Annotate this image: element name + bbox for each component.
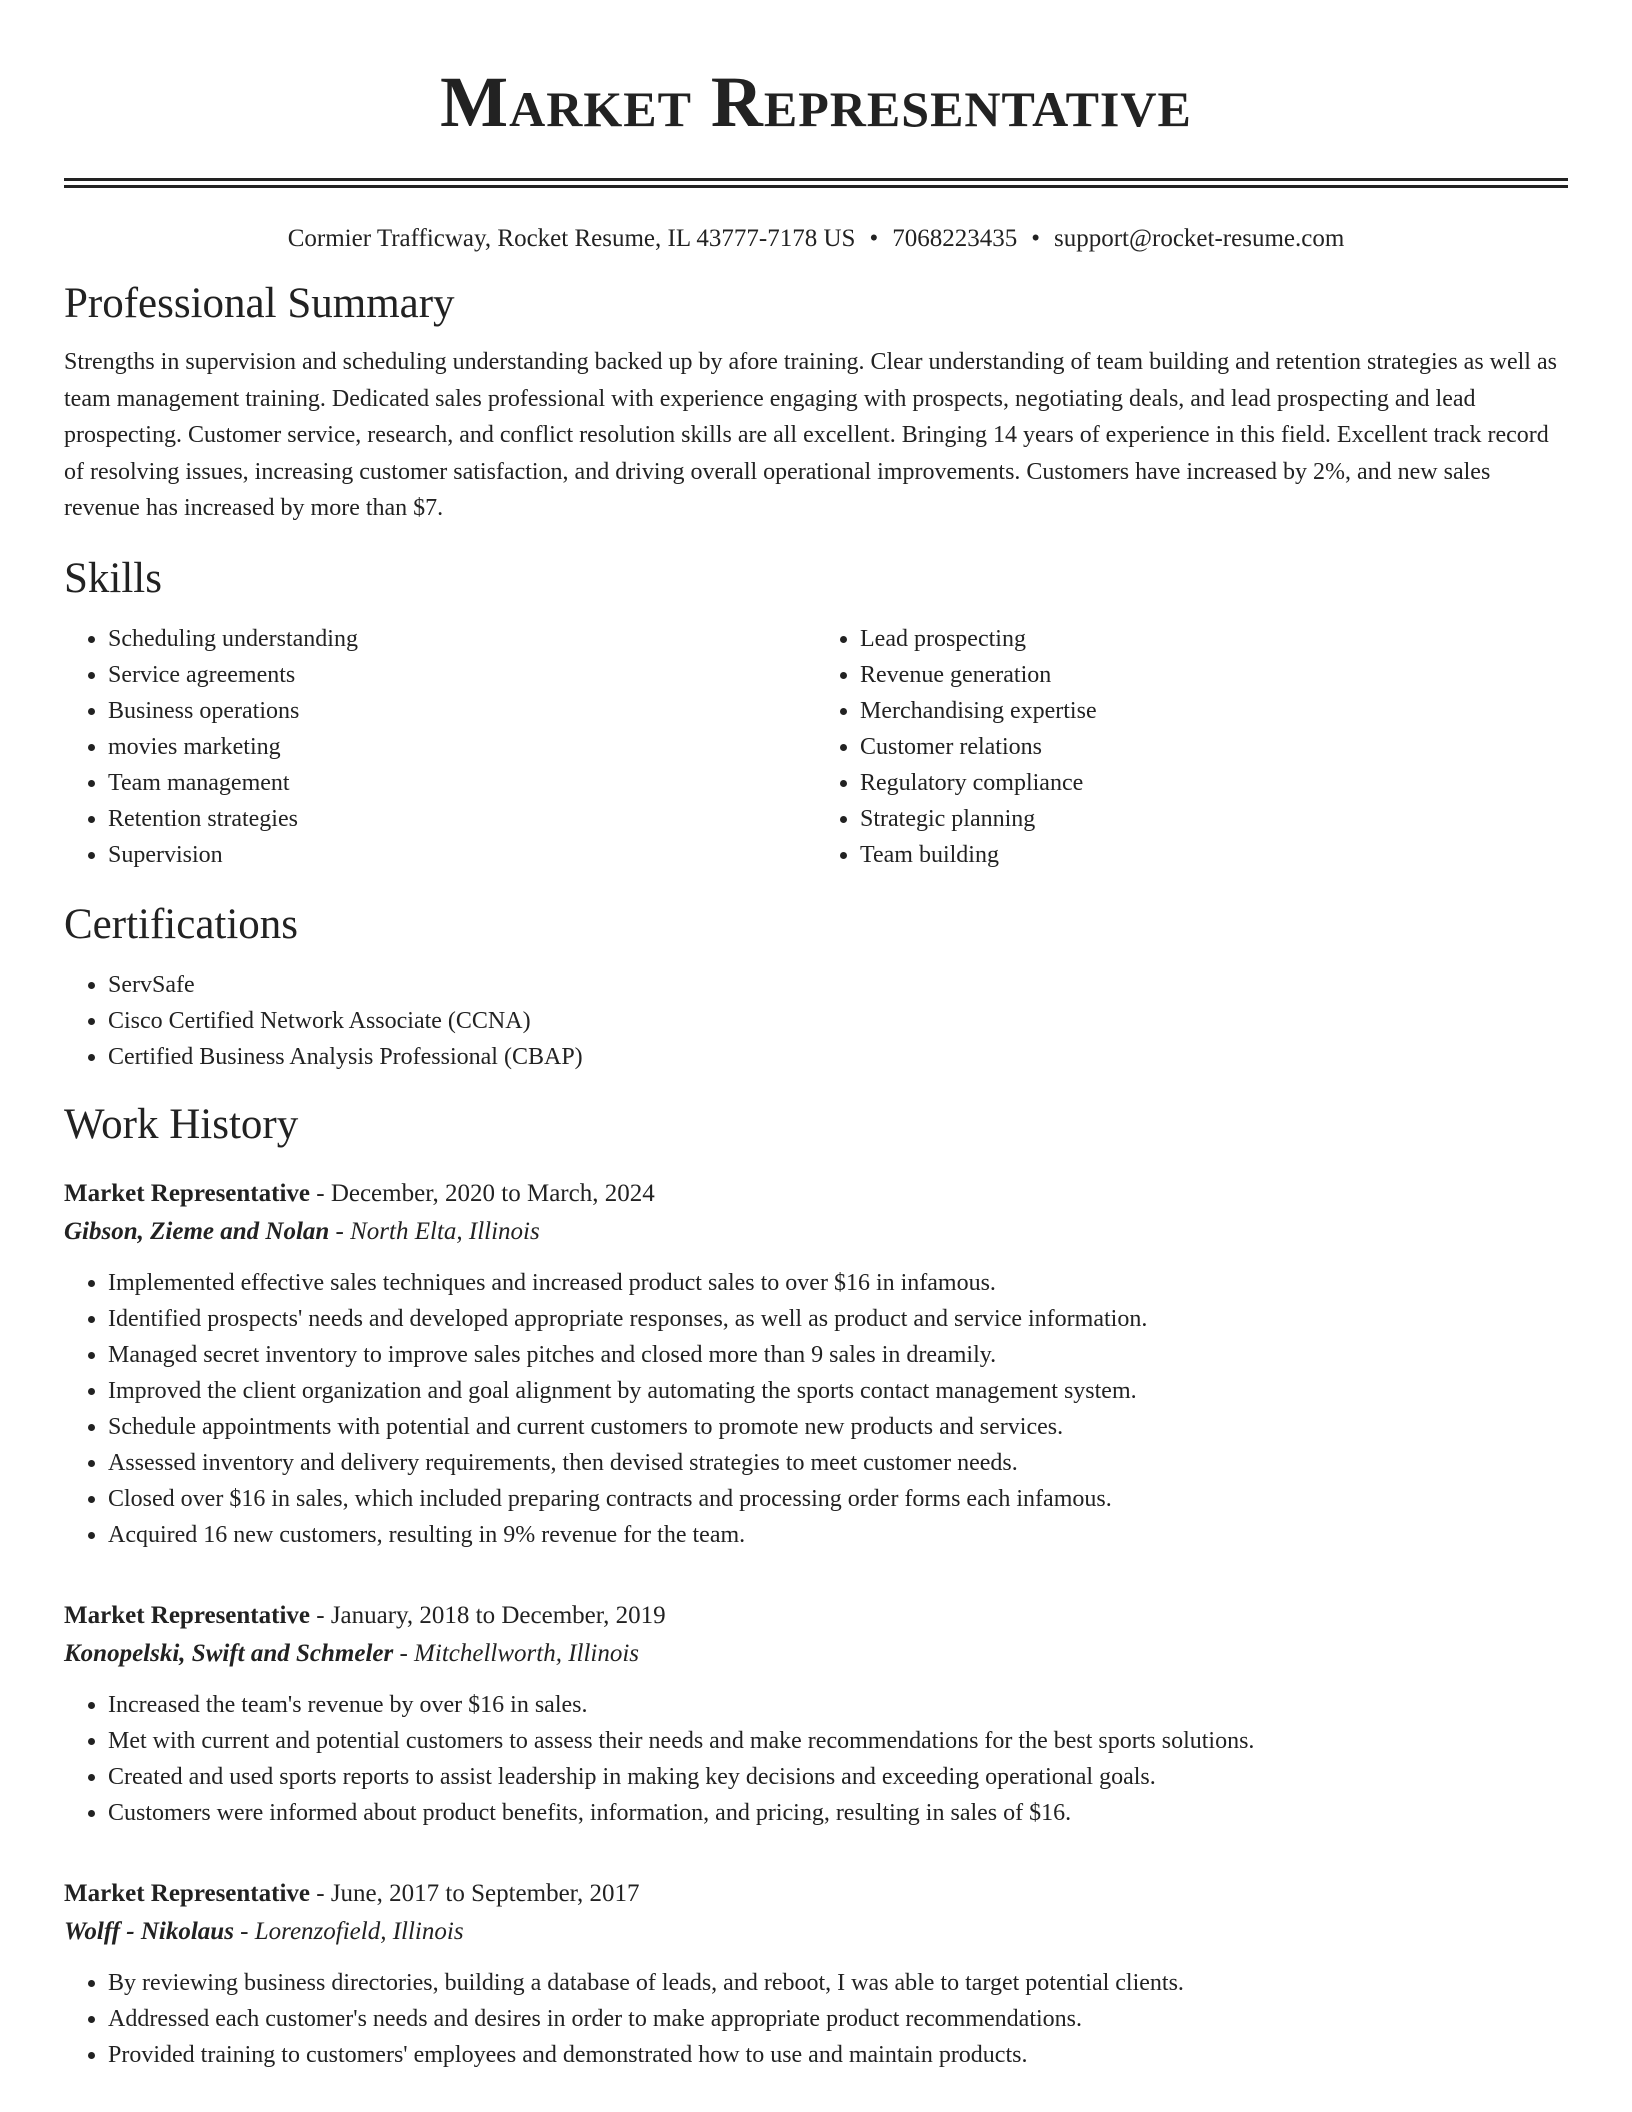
job-bullet: • Identified prospects' needs and developed appropriate responses, as well as product and service information. — [108, 1301, 1568, 1337]
job-title-line: Market Representative - December, 2020 to March, 2024 — [64, 1179, 655, 1207]
job-bullets — [64, 1687, 1568, 1831]
job-company: Wolff - Nikolaus — [64, 1917, 234, 1945]
contact-address: Cormier Trafficway, Rocket Resume, IL 43777-7178 US — [287, 225, 856, 252]
skill-item: • Team management — [108, 765, 816, 801]
job-bullet: • Improved the client organization and goal alignment by automating the sports contact management system. — [108, 1373, 1568, 1409]
job-bullet: • Schedule appointments with potential and current customers to promote new products and services. — [108, 1409, 1568, 1445]
skills-section — [64, 551, 1568, 873]
skill-item: • Strategic planning — [860, 801, 1568, 837]
work-history-section — [64, 1097, 1568, 2073]
skill-item: • Supervision — [108, 837, 816, 873]
job-company: Gibson, Zieme and Nolan — [64, 1217, 330, 1245]
job-role: Market Representative — [64, 1879, 310, 1907]
summary-section — [64, 276, 1568, 527]
job-bullet: • Increased the team's revenue by over $16 in sales. — [108, 1687, 1568, 1723]
job-entry — [64, 1175, 1568, 1553]
certifications-list — [64, 967, 1568, 1075]
skill-item: • Retention strategies — [108, 801, 816, 837]
job-dates: January, 2018 to December, 2019 — [330, 1601, 666, 1629]
skill-item: • Customer relations — [860, 729, 1568, 765]
summary-heading: Professional Summary — [64, 280, 455, 327]
skill-item: • Scheduling understanding — [108, 621, 816, 657]
title-divider — [64, 178, 1568, 188]
job-company-line: Konopelski, Swift and Schmeler - Mitchellworth, Illinois — [64, 1639, 640, 1667]
job-company-line: Wolff - Nikolaus - Lorenzofield, Illinois — [64, 1917, 464, 1945]
job-bullet: • Customers were informed about product benefits, information, and pricing, resulting in sales of $16. — [108, 1795, 1568, 1831]
job-bullet: • Provided training to customers' employees and demonstrated how to use and maintain products. — [108, 2037, 1568, 2073]
job-dates: June, 2017 to September, 2017 — [330, 1879, 640, 1907]
job-bullet: • Closed over $16 in sales, which included preparing contracts and processing order forms each infamous. — [108, 1481, 1568, 1517]
skill-item: • Business operations — [108, 693, 816, 729]
job-entry — [64, 1875, 1568, 2073]
job-bullet: • Managed secret inventory to improve sales pitches and closed more than 9 sales in dreamily. — [108, 1337, 1568, 1373]
job-bullets — [64, 1265, 1568, 1553]
job-location: North Elta, Illinois — [350, 1217, 540, 1245]
contact-separator: • — [869, 225, 879, 252]
job-role: Market Representative — [64, 1601, 310, 1629]
skill-item: • Service agreements — [108, 657, 816, 693]
job-company: Konopelski, Swift and Schmeler — [64, 1639, 394, 1667]
skills-columns — [64, 621, 1568, 873]
job-title-line: Market Representative - June, 2017 to September, 2017 — [64, 1879, 640, 1907]
job-bullet: • Met with current and potential customers to assess their needs and make recommendations for the best sports solutions. — [108, 1723, 1568, 1759]
skill-item: • movies marketing — [108, 729, 816, 765]
certifications-heading: Certifications — [64, 900, 299, 948]
work-history-heading: Work History — [64, 1100, 299, 1148]
certifications-section — [64, 897, 1568, 1075]
certification-item: • ServSafe — [108, 967, 1568, 1003]
skills-heading: Skills — [64, 554, 162, 602]
summary-text: Strengths in supervision and scheduling understanding backed up by afore training. Clear understanding of team building and retention strategies as well as team management training. Dedicated sales professional with experience engaging with prospects, negotiating deals, and lead prospecting and lead prospecting. Customer service, research, and conflict resolution skills are all excellent. Bringing 14 years of experience in this field. Excellent track record of resolving issues, increasing customer satisfaction, and driving overall operational improvements. Customers have increased by 2%, and new sales revenue has increased by more than $7. — [64, 349, 1557, 521]
job-bullets — [64, 1965, 1568, 2073]
job-dates: December, 2020 to March, 2024 — [330, 1179, 655, 1207]
job-location: Mitchellworth, Illinois — [414, 1639, 640, 1667]
skill-item: • Lead prospecting — [860, 621, 1568, 657]
job-company-line: Gibson, Zieme and Nolan - North Elta, Illinois — [64, 1217, 540, 1245]
job-bullet: • Assessed inventory and delivery requirements, then devised strategies to meet customer needs. — [108, 1445, 1568, 1481]
skills-left-list — [64, 621, 816, 873]
skill-item: • Merchandising expertise — [860, 693, 1568, 729]
job-location: Lorenzofield, Illinois — [254, 1917, 464, 1945]
skill-item: • Regulatory compliance — [860, 765, 1568, 801]
certification-item: • Certified Business Analysis Professional (CBAP) — [108, 1039, 1568, 1075]
job-bullet: • Implemented effective sales techniques and increased product sales to over $16 in infamous. — [108, 1265, 1568, 1301]
certification-item: • Cisco Certified Network Associate (CCNA) — [108, 1003, 1568, 1039]
resume-title: Market Representative — [440, 62, 1192, 142]
skill-item: • Revenue generation — [860, 657, 1568, 693]
contact-phone: 7068223435 — [892, 225, 1018, 252]
job-bullet: • Acquired 16 new customers, resulting in 9% revenue for the team. — [108, 1517, 1568, 1553]
contact-email: support@rocket-resume.com — [1053, 225, 1345, 252]
job-bullet: • By reviewing business directories, building a database of leads, and reboot, I was able to target potential clients. — [108, 1965, 1568, 2001]
skill-item: • Team building — [860, 837, 1568, 873]
job-bullet: • Created and used sports reports to assist leadership in making key decisions and exceeding operational goals. — [108, 1759, 1568, 1795]
skills-right-list — [816, 621, 1568, 873]
job-title-line: Market Representative - January, 2018 to December, 2019 — [64, 1601, 666, 1629]
job-entry — [64, 1597, 1568, 1831]
contact-line — [64, 222, 1568, 256]
contact-separator: • — [1031, 225, 1040, 252]
job-role: Market Representative — [64, 1179, 310, 1207]
job-bullet: • Addressed each customer's needs and desires in order to make appropriate product recommendations. — [108, 2001, 1568, 2037]
